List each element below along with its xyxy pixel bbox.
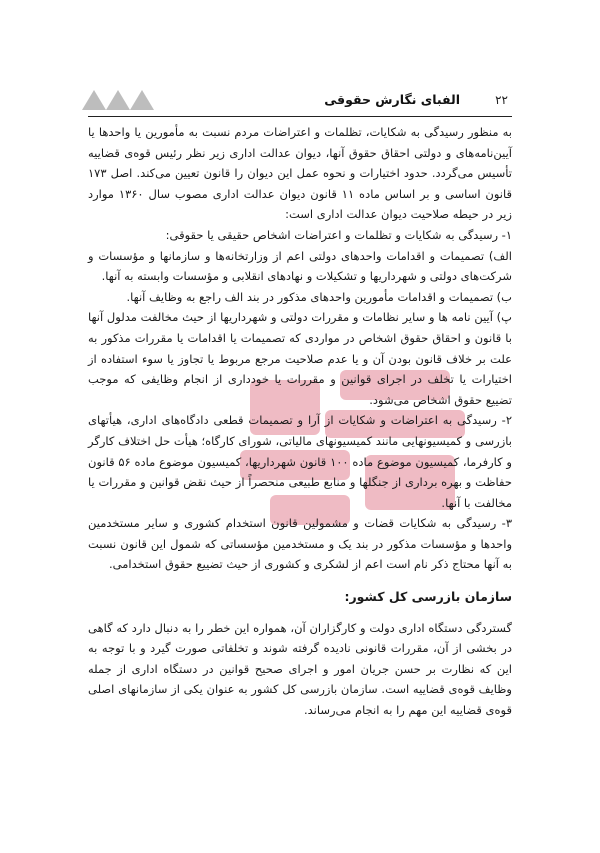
section-heading: سازمان بازرسی کل کشور: xyxy=(344,589,512,605)
clause-2: ۲- رسیدگی به اعتراضات و شکایات از آرا و تصمیمات قطعی دادگاه‌های اداری، هیأتهای بازرسی و کمیسیونهایی مانند کمیسیونهای مالیاتی، شورای کارگاه؛ هیأت حل اختلاف کارگر و کارفرما، کمیسیون موضوع ماده ۱۰۰ قانون شهرداریها، کمیسیون موضوع ماده ۵۶ قانون حفاظت و بهره برداری از جنگلها و منابع طبیعی منحصراً از حیث نقض قوانین و مقررات یا مخالفت با آنها. xyxy=(88,413,512,510)
clause-1-p: پ) آیین نامه ها و سایر نظامات و مقررات دولتی و شهرداریها از حیث مخالفت مدلول آنها با قانون و احقاق حقوق اشخاص در مواردی که تصمیمات یا اقدامات یا مقررات مذکور به علت بر خلاف قانون بودن آن و یا عدم صلاحیت مرجع مربوط یا تجاوز یا سوء استفاده از اختیارات یا تخلف در اجرای قوانین و مقررات یا خودداری از انجام وظایفی که موجب تضییع حقوق اشخاص می‌شود. xyxy=(88,310,512,407)
page-header xyxy=(0,78,600,118)
clause-1: ۱- رسیدگی به شکایات و تظلمات و اعتراضات اشخاص حقیقی یا حقوقی: xyxy=(165,227,512,242)
running-header-title: الفبای نگارش حقوقی xyxy=(324,92,460,107)
decorative-triangles-icon xyxy=(82,88,154,110)
intro-paragraph: به منظور رسیدگی به شکایات، تظلمات و اعتراضات مردم نسبت به مأمورین یا واحدها یا آیین‌نامه‌های و دولتی احقاق حقوق آنها، دیوان عدالت اداری زیر نظر رئیس قوه‌ی قضاییه تأسیس می‌گردد. حدود اختیارات و نحوه عمل این دیوان را قانون تعیین می‌کند. اصل ۱۷۳ قانون اساسی و بر اساس ماده ۱۱ قانون دیوان عدالت اداری مصوب سال ۱۳۶۰ موارد زیر در حیطه صلاحیت دیوان عدالت اداری است: xyxy=(88,125,513,222)
clause-3: ۳- رسیدگی به شکایات قضات و مشمولین قانون استخدام کشوری و سایر مستخدمین واحدها و مؤسسات مذکور در بند یک و مستخدمین مؤسساتی که شمول این قانون نسبت به آنها محتاج ذکر نام است اعم از لشکری و کشوری از حیث تضییع حقوق استخدامی. xyxy=(88,516,512,572)
page-number: ۲۲ xyxy=(495,93,508,107)
clause-1-a: الف) تصمیمات و اقدامات واحدهای دولتی اعم از وزارتخانه‌ها و سازمانها و مؤسسات و شرکت‌های دولتی و شهرداریها و تشکیلات و نهادهای انقلابی و مؤسسات وابسته به آنها. xyxy=(88,248,512,284)
page-body xyxy=(88,122,512,721)
clause-1-b: ب) تصمیمات و اقدامات مأمورین واحدهای مذکور در بند الف راجع به وظایف آنها. xyxy=(126,289,512,304)
section-body: گستردگی دستگاه اداری دولت و کارگزاران آن، همواره این خطر را به دنبال دارد که گاهی در بخشی از آن، مقررات قانونی نادیده گرفته شوند و تخلفاتی صورت گیرد و با توجه به این که نظارت بر حسن جریان امور و اجرای صحیح قوانین در دستگاه اداری از جمله وظایف قوه‌ی قضاییه است. سازمان بازرسی کل کشور به عنوان یکی از سازمانهای اصلی قوه‌ی قضاییه این مهم را به انجام می‌رساند. xyxy=(88,620,512,718)
header-rule xyxy=(88,116,512,117)
